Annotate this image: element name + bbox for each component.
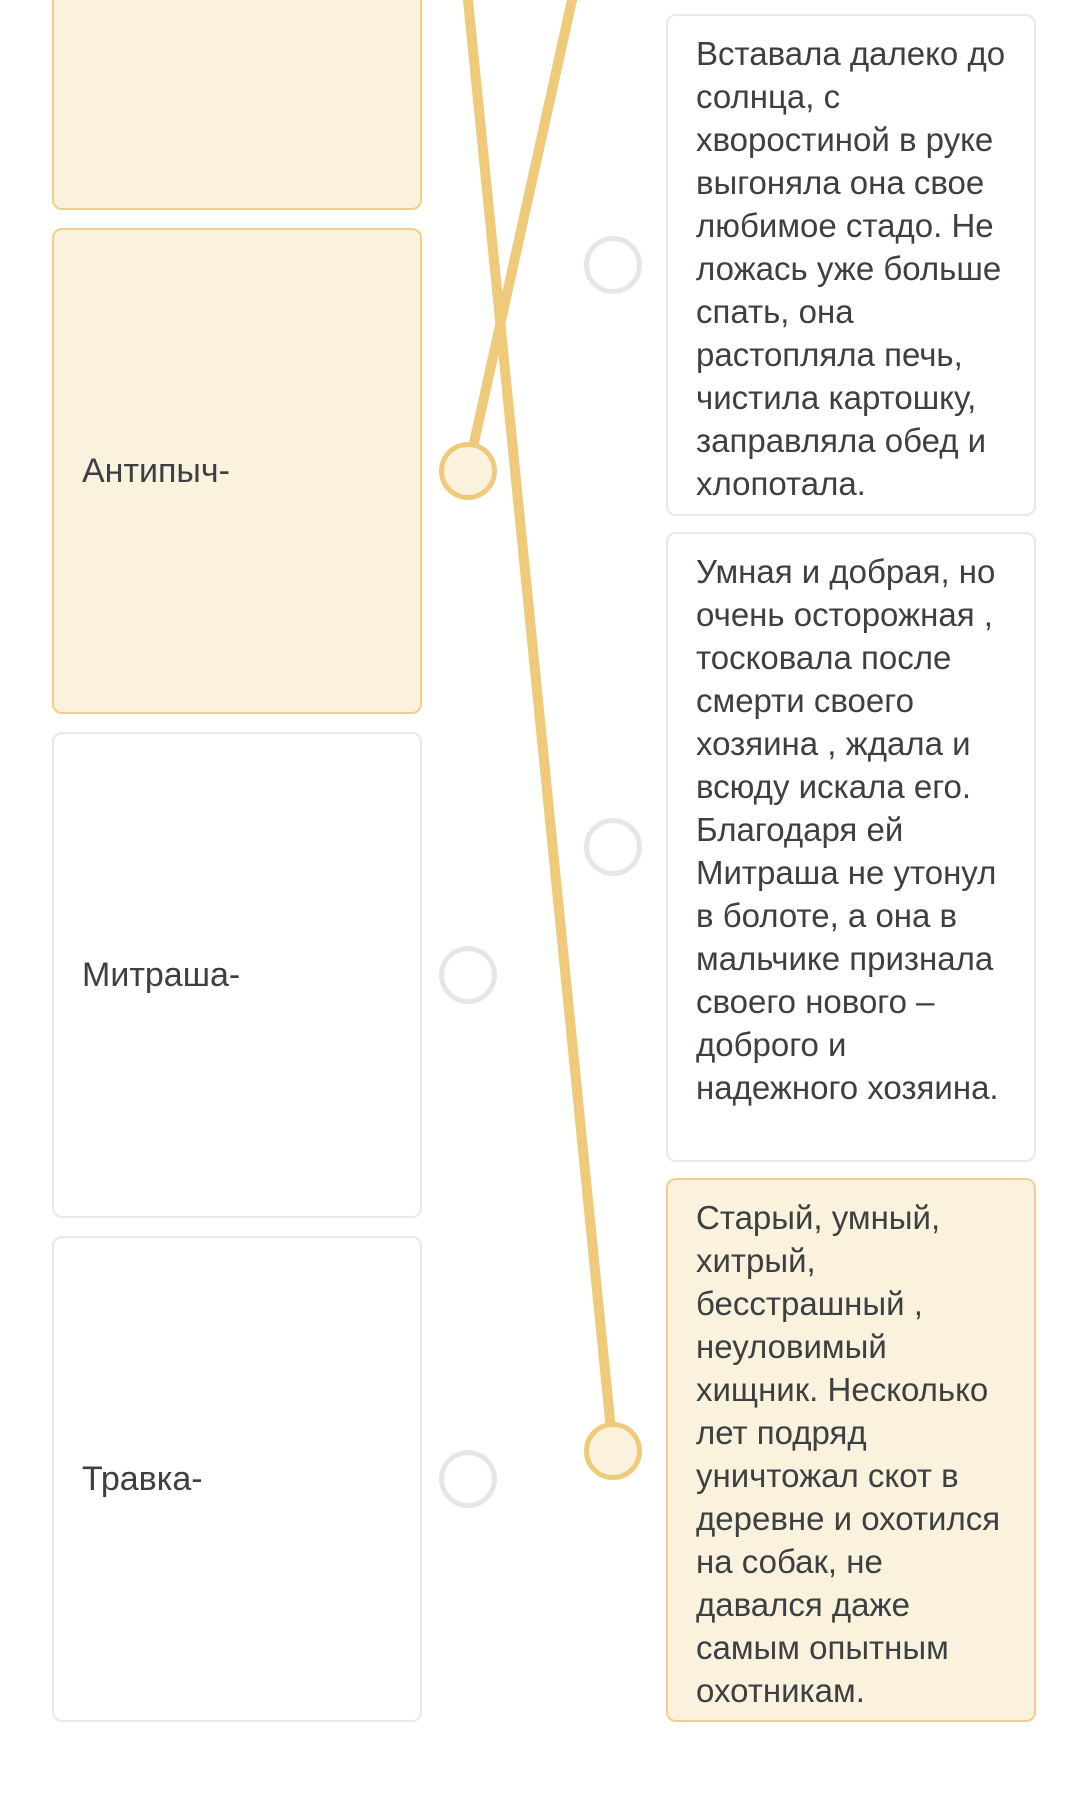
right-card-text: Старый, умный, хитрый, бесстрашный , неуловимый хищник. Несколько лет подряд уничтожал скот в деревне и охотился на собак, не давался даже самым опытным охотникам. [696, 1199, 1001, 1709]
right-connector-3[interactable] [584, 1422, 642, 1480]
right-card-text: Вставала далеко до солнца, с хворостиной в руке выгоняла она свое любимое стадо. Не ложась уже больше спать, она растопляла печь, чистила картошку, заправляла обед и хлопотала. [696, 35, 1006, 502]
right-connector-1[interactable] [584, 236, 642, 294]
right-card-text: Умная и добрая, но очень осторожная , тосковала после смерти своего хозяина , ждала и всюду искала его. Благодаря ей Митраша не утонул в болоте, а она в мальчике признала своего нового – доброго и надежного хозяина. [696, 553, 999, 1106]
left-card-label: Митраша- [82, 955, 241, 994]
right-connector-2[interactable] [584, 818, 642, 876]
left-card-1[interactable] [52, 0, 422, 210]
left-connector-antipych[interactable] [439, 442, 497, 500]
right-card-3[interactable] [666, 1178, 1036, 1722]
match-line-top-item [468, 0, 613, 1450]
match-line-antipych [468, 0, 572, 470]
right-card-2[interactable] [666, 532, 1036, 1162]
right-card-1[interactable] [666, 14, 1036, 516]
left-card-label: Травка- [82, 1459, 203, 1498]
left-card-mitrasha[interactable] [52, 732, 422, 1218]
left-card-label: Антипыч- [82, 451, 230, 490]
left-card-travka[interactable] [52, 1236, 422, 1722]
left-connector-mitrasha[interactable] [439, 946, 497, 1004]
left-connector-travka[interactable] [439, 1450, 497, 1508]
left-card-antipych[interactable] [52, 228, 422, 714]
